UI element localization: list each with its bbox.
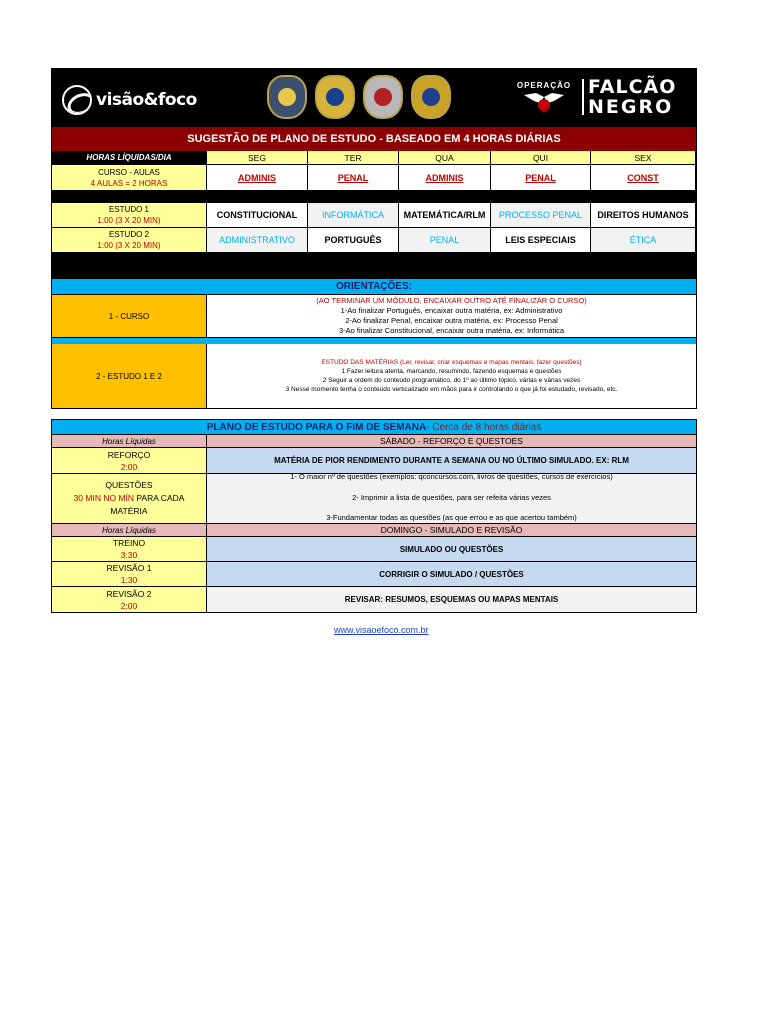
estudo1-qua: MATEMÁTICA/RLM — [399, 203, 491, 228]
day-seg: SEG — [207, 151, 308, 165]
revisao1-text: CORRIGIR O SIMULADO / QUESTÕES — [207, 562, 696, 587]
estudo2-qui: LEIS ESPECIAIS — [491, 228, 591, 253]
website-link[interactable]: www.visaoefoco.com.br — [334, 625, 429, 635]
negro-text: NEGRO — [588, 96, 674, 118]
curso-sex: CONST — [591, 165, 696, 191]
curso-aulas-label — [52, 165, 207, 191]
curso-qui: PENAL — [491, 165, 591, 191]
treino-label-text: TREINO — [112, 538, 146, 548]
orientacao-estudo-label: 2 - ESTUDO 1 E 2 — [52, 344, 207, 408]
weekend-title-sub: - Cerca de 8 horas diárias — [426, 421, 542, 433]
estudo2-sex: ÉTICA — [591, 228, 696, 253]
estudo-line-3: 3 Nesse momento tenha o conteúdo verticalizado em mãos para ir controlando o que já foi estudado, revisado, etc. — [285, 386, 618, 393]
questoes-rest: PARA CADA — [134, 493, 185, 503]
hours-per-day-label: HORAS LÍQUIDAS/DIA — [52, 151, 207, 165]
sunday-title: DOMINGO - SIMULADO E REVISÃO — [207, 524, 696, 537]
estudo2-qua: PENAL — [399, 228, 491, 253]
revisao1-time: 1:30 — [120, 575, 138, 585]
pm-badge-icon — [363, 75, 403, 119]
weekday-plan-sheet — [51, 68, 697, 409]
estudo2-seg: ADMINISTRATIVO — [207, 228, 308, 253]
orientacao-estudo-text — [207, 344, 696, 408]
estudo2-sub-text: 1:00 (3 X 20 MIN) — [97, 241, 161, 250]
prf-badge-icon — [267, 75, 307, 119]
visao-foco-logo — [62, 83, 197, 117]
treino-text: SIMULADO OU QUESTÕES — [207, 537, 696, 562]
orientacao-curso-text — [207, 295, 696, 338]
header-banner — [52, 69, 696, 127]
estudo1-label-text: ESTUDO 1 — [108, 205, 149, 214]
day-qui: QUI — [491, 151, 591, 165]
falcon-wings-icon — [522, 91, 566, 115]
estudo1-label — [52, 203, 207, 228]
curso-line-1: 1-Ao finalizar Português, encaixar outra matéria, ex: Administrativo — [340, 306, 563, 315]
curso-ter: PENAL — [308, 165, 399, 191]
saturday-title: SÁBADO - REFORÇO E QUESTOES — [207, 435, 696, 448]
estudo1-ter: INFORMÁTICA — [308, 203, 399, 228]
estudo1-sex: DIREITOS HUMANOS — [591, 203, 696, 228]
curso-line-2: 2-Ao finalizar Penal, encaixar outra matéria, ex: Processo Penal — [345, 316, 558, 325]
weekend-title — [52, 420, 696, 435]
weekend-plan-sheet — [51, 419, 697, 613]
falcao-text: FALCÃO — [588, 76, 677, 98]
sat-hours-label: Horas Líquidas — [52, 435, 207, 448]
curso-line-0: (AO TERMINAR UM MÓDULO, ENCAIXAR OUTRO ATÉ FINALIZAR O CURSO) — [316, 296, 587, 305]
curso-line-3: 3-Ao finalizar Constitucional, encaixar outra matéria, ex: Informática — [338, 326, 565, 335]
treino-time: 3:30 — [120, 550, 138, 560]
pc-badge-icon — [315, 75, 355, 119]
questoes-line-2: 3-Fundamentar todas as questões (as que errou e as que acertou também) — [326, 513, 577, 522]
revisao1-label — [52, 562, 207, 587]
estudo-line-2: 2 Seguir a ordem do conteúdo programático, do 1º ao último tópico, várias e várias vezes — [322, 377, 581, 384]
estudo-line-0: ESTUDO DAS MATÉRIAS (Ler, revisar, criar esquemas e mapas mentais, fazer questões) — [321, 359, 582, 366]
revisao1-label-text: REVISÃO 1 — [106, 563, 152, 573]
questoes-line-1: 2- Imprimir a lista de questões, para ser refeita várias vezes — [352, 492, 551, 502]
questoes-label — [52, 474, 207, 524]
estudo2-ter: PORTUGUÊS — [308, 228, 399, 253]
reforco-label-text: REFORÇO — [107, 449, 151, 460]
curso-qua: ADMINIS — [399, 165, 491, 191]
sun-hours-label: Horas Líquidas — [52, 524, 207, 537]
questoes-label-text2: MATÉRIA — [110, 506, 148, 516]
estudo1-sub-text: 1:00 (3 X 20 MIN) — [97, 216, 161, 225]
revisao2-text: REVISAR: RESUMOS, ESQUEMAS OU MAPAS MENTAIS — [207, 587, 696, 612]
pf-badge-icon — [411, 75, 451, 119]
revisao2-label-text: REVISÃO 2 — [106, 588, 152, 599]
estudo2-label — [52, 228, 207, 253]
reforco-label — [52, 448, 207, 474]
curso-sub-text: 4 AULAS = 2 HORAS — [90, 178, 168, 188]
weekend-title-main: PLANO DE ESTUDO PARA O FIM DE SEMANA — [206, 421, 427, 433]
reforco-time: 2:00 — [120, 461, 138, 472]
day-sex: SEX — [591, 151, 696, 165]
brand-name: visão&foco — [96, 90, 197, 110]
day-qua: QUA — [399, 151, 491, 165]
reforco-text: MATÉRIA DE PIOR RENDIMENTO DURANTE A SEMANA OU NO ÚLTIMO SIMULADO. EX: RLM — [207, 448, 696, 474]
estudo1-qui: PROCESSO PENAL — [491, 203, 591, 228]
operacao-falcao-negro-logo — [514, 77, 694, 119]
revisao2-time: 2:00 — [120, 600, 138, 611]
treino-label — [52, 537, 207, 562]
logo-swirl-icon — [62, 85, 92, 115]
police-badges — [267, 75, 451, 119]
questoes-label-text: QUESTÕES — [105, 480, 153, 490]
operacao-text: OPERAÇÃO — [516, 81, 572, 90]
estudo2-label-text: ESTUDO 2 — [108, 230, 149, 239]
estudo1-seg: CONSTITUCIONAL — [207, 203, 308, 228]
curso-label-text: CURSO - AULAS — [98, 167, 160, 177]
estudo-line-1: 1 Fazer leitura atenta, marcando, resumindo, fazendo esquemas e questões — [341, 368, 562, 375]
orientacoes-title: ORIENTAÇÕES: — [52, 279, 696, 295]
questoes-line-0: 1- O maior nº de questões (exemplos: qconcursos.com, livros de questões, cursos de exercícios) — [290, 474, 613, 481]
questoes-time: 30 MIN NO MÍN — [73, 493, 135, 503]
questoes-text — [207, 474, 696, 524]
day-ter: TER — [308, 151, 399, 165]
orientacao-curso-label: 1 - CURSO — [52, 295, 207, 338]
revisao2-label — [52, 587, 207, 612]
plan-title: SUGESTÃO DE PLANO DE ESTUDO - BASEADO EM 4 HORAS DIÁRIAS — [52, 127, 696, 151]
curso-seg: ADMINIS — [207, 165, 308, 191]
